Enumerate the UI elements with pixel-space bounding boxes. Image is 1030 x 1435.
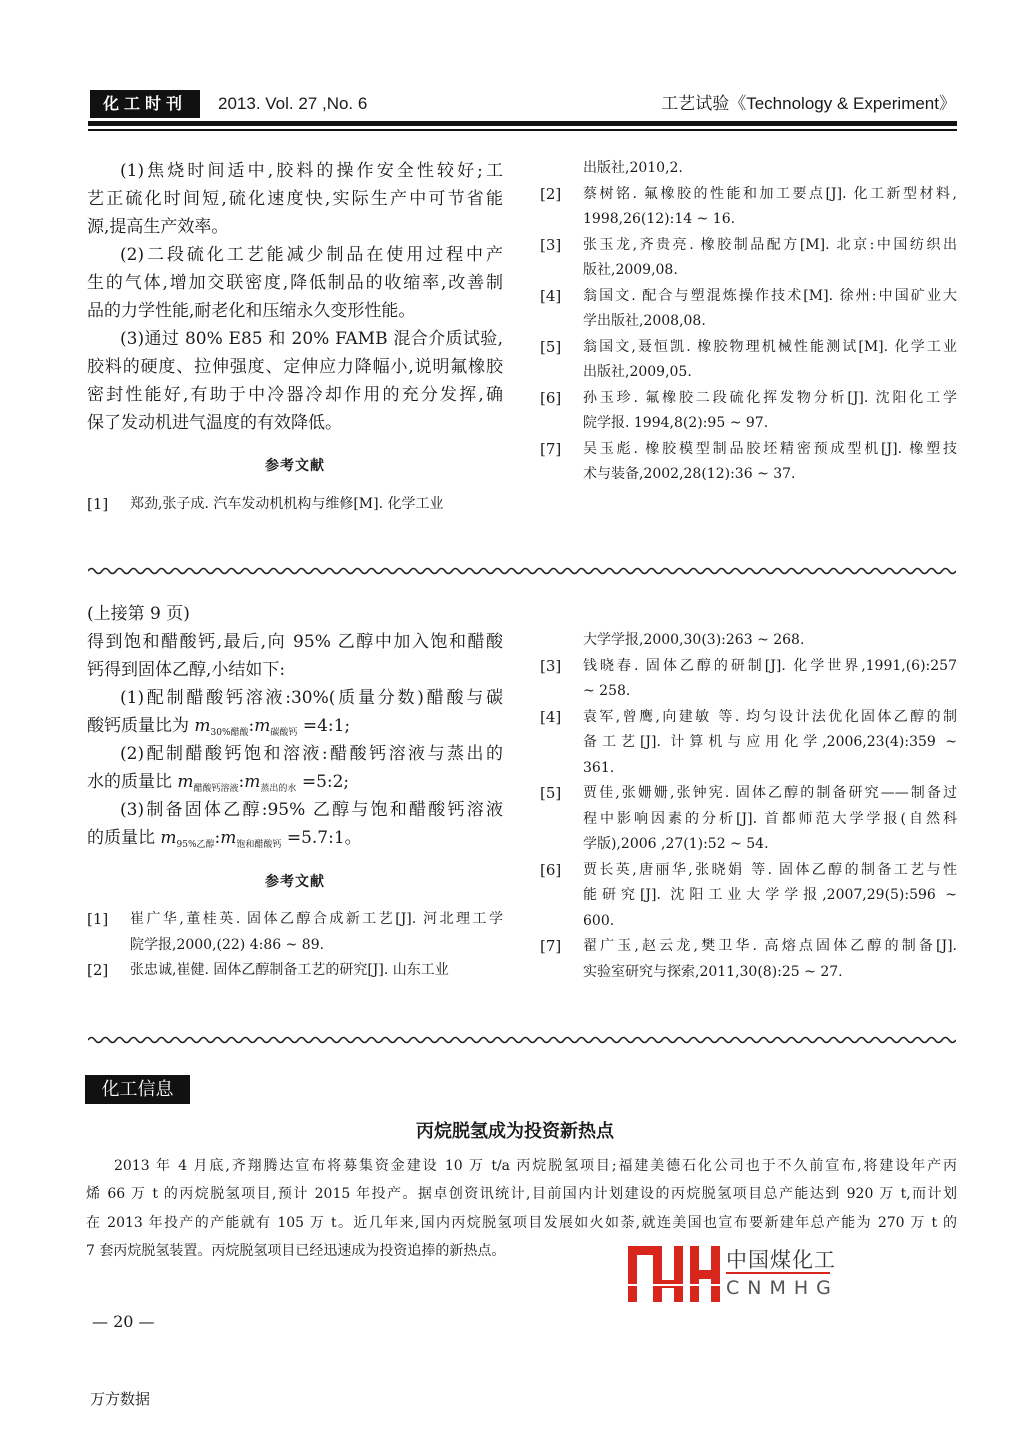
- formula-symbol: m: [160, 828, 177, 848]
- reference-text: [583, 858, 957, 935]
- reference-text: [583, 781, 957, 858]
- text-line: 胶料的硬度、拉伸强度、定伸应力降幅小,说明氟橡胶: [87, 357, 503, 377]
- reference-item: [540, 858, 957, 935]
- reference-line: 张忠诚,崔健. 固体乙醇制备工艺的研究[J]. 山东工业: [130, 962, 449, 978]
- news-title: 丙烷脱氢成为投资新热点: [416, 1121, 614, 1142]
- reference-text: [583, 705, 957, 782]
- formula-subscript: 30%醋酸: [210, 728, 249, 738]
- text: 酸钙质量比为: [87, 716, 195, 736]
- article2-references-right: [540, 628, 957, 985]
- mh-logo-mark: [628, 1244, 720, 1304]
- reference-line: 备工艺[J]. 计算机与应用化学,2006,23(4):359 ~: [583, 734, 957, 750]
- text-line: (3)通过 80% E85 和 20% FAMB 混合介质试验,: [120, 329, 503, 349]
- reference-number: [4]: [540, 286, 562, 305]
- reference-text: [130, 907, 503, 958]
- news-section-tag: 化工信息: [85, 1075, 190, 1104]
- reference-text: [583, 437, 957, 488]
- text-line: 保了发动机进气温度的有效降低。: [87, 413, 342, 433]
- reference-item: [87, 958, 503, 984]
- reference-number: [1]: [87, 495, 109, 513]
- text-line: 艺正硫化时间短,硫化速度快,实际生产中可节省能: [87, 189, 503, 209]
- text-line: (1)焦烧时间适中,胶料的操作安全性较好;工: [120, 161, 503, 181]
- text: 的质量比: [87, 828, 161, 848]
- reference-text: [130, 492, 503, 518]
- reference-line: 翁国文,聂恒凯. 橡胶物理机械性能测试[M]. 化学工业: [583, 338, 957, 355]
- text-line: 密封性能好,有助于中冷器冷却作用的充分发挥,确: [87, 385, 503, 405]
- reference-item: [87, 492, 503, 518]
- reference-line: 能研究[J]. 沈阳工业大学学报,2007,29(5):596 ~: [583, 887, 957, 903]
- reference-line: 院学报,2000,(22) 4:86 ~ 89.: [130, 936, 325, 953]
- formula-ratio: =4:1;: [297, 716, 351, 736]
- article2-references-left: [87, 907, 503, 984]
- text-line: 源,提高生产效率。: [87, 217, 229, 237]
- reference-line: 贾佳,张姗姗,张钟宪. 固体乙醇的制备研究——制备过: [583, 785, 957, 801]
- text-line: (2)配制醋酸钙饱和溶液:醋酸钙溶液与蒸出的: [120, 744, 503, 764]
- text-line: 品的力学性能,耐老化和压缩永久变形性能。: [87, 301, 416, 321]
- reference-line: 贾长英,唐丽华,张晓娟 等. 固体乙醇的制备工艺与性: [583, 861, 957, 878]
- reference-line: 袁军,曾鹰,向建敏 等. 均匀设计法优化固体乙醇的制: [583, 708, 957, 725]
- page-number: — 20 —: [92, 1312, 155, 1331]
- logo-chinese-text: 中国煤化工: [726, 1248, 836, 1272]
- article1-references-right: [540, 156, 957, 488]
- reference-item: [540, 705, 957, 782]
- reference-item: [540, 934, 957, 985]
- wave-line: [88, 1038, 956, 1043]
- reference-line: 郑劲,张子成. 汽车发动机机构与维修[M]. 化学工业: [130, 496, 444, 512]
- reference-number: [4]: [540, 707, 562, 726]
- reference-text: [583, 654, 957, 705]
- header-rule-thin: [88, 129, 957, 131]
- references-heading: 参考文献: [265, 458, 325, 474]
- reference-line: 翟广玉,赵云龙,樊卫华. 高熔点固体乙醇的制备[J].: [583, 938, 957, 954]
- cnmhg-logo: [628, 1244, 838, 1306]
- reference-number: [6]: [540, 860, 562, 879]
- references-heading: 参考文献: [265, 874, 325, 890]
- reference-number: [5]: [540, 337, 562, 356]
- formula-ratio: =5:2;: [296, 772, 350, 792]
- formula-symbol: m: [177, 772, 194, 792]
- formula-line: [87, 824, 503, 852]
- logo-english-text: CNMHG: [726, 1277, 839, 1299]
- reference-line: 翁国文. 配合与塑混炼操作技术[M]. 徐州:中国矿业大: [583, 287, 957, 304]
- reference-number: [3]: [540, 235, 562, 254]
- logo-underline: [726, 1272, 830, 1274]
- reference-item: [540, 654, 957, 705]
- reference-line: 出版社,2009,05.: [583, 364, 692, 380]
- continued-note: (上接第 9 页): [87, 604, 190, 624]
- reference-item: [540, 386, 957, 437]
- reference-text: [583, 284, 957, 335]
- text: 水的质量比: [87, 772, 178, 792]
- reference-line: 实验室研究与探索,2011,30(8):25 ~ 27.: [583, 963, 843, 980]
- formula-symbol: m: [254, 716, 271, 736]
- reference-number: [7]: [540, 937, 562, 955]
- formula-colon: :: [248, 716, 255, 736]
- text-line: 得到饱和醋酸钙,最后,向 95% 乙醇中加入饱和醋酸: [87, 632, 503, 652]
- reference-text: [583, 628, 957, 654]
- formula-symbol: m: [194, 716, 211, 736]
- reference-text: [583, 934, 957, 985]
- volume-info: 2013. Vol. 27 ,No. 6: [218, 94, 368, 113]
- formula-line: [87, 712, 503, 740]
- reference-text: [583, 182, 957, 233]
- text-line: (3)制备固体乙醇:95% 乙醇与饱和醋酸钙溶液: [120, 800, 503, 820]
- reference-line: 学版),2006 ,27(1):52 ~ 54.: [583, 836, 769, 852]
- section-title: 工艺试验《Technology & Experiment》: [661, 94, 956, 113]
- reference-text: [130, 958, 503, 984]
- text-line: 钙得到固体乙醇,小结如下:: [87, 660, 286, 680]
- reference-item: [540, 156, 957, 182]
- reference-line: 钱晓春. 固体乙醇的研制[J]. 化学世界,1991,(6):257: [583, 657, 957, 674]
- formula-subscript: 醋酸钙溶液: [193, 784, 239, 794]
- article1-conclusions: [87, 157, 503, 437]
- reference-number: [1]: [87, 910, 109, 928]
- formula-colon: :: [238, 772, 245, 792]
- formula-line: [87, 768, 503, 796]
- reference-line: 崔广华,董桂英. 固体乙醇合成新工艺[J]. 河北理工学: [130, 911, 503, 927]
- reference-number: [3]: [540, 656, 562, 675]
- reference-item: [540, 437, 957, 488]
- formula-subscript: 蒸出的水: [260, 784, 297, 794]
- reference-line: 孙玉珍. 氟橡胶二段硫化挥发物分析[J]. 沈阳化工学: [583, 389, 957, 406]
- text-line: 烯 66 万 t 的丙烷脱氢项目,预计 2015 年投产。据卓创资讯统计,目前国内计划建设的丙烷脱氢项目总产能达到 920 万 t,而计划: [86, 1186, 957, 1203]
- reference-item: [540, 781, 957, 858]
- text-line: 在 2013 年投产的产能就有 105 万 t。近几年来,国内丙烷脱氢项目发展如火如荼,就连美国也宣布要新建年总产能为 270 万 t 的: [86, 1214, 957, 1231]
- reference-text: [583, 156, 957, 182]
- formula-symbol: m: [244, 772, 261, 792]
- reference-line: 程中影响因素的分析[J]. 首都师范大学学报(自然科: [583, 810, 957, 827]
- reference-number: [5]: [540, 784, 562, 802]
- text-line: (1)配制醋酸钙溶液:30%(质量分数)醋酸与碳: [120, 688, 503, 708]
- reference-number: [7]: [540, 439, 562, 458]
- reference-line: 蔡树铭. 氟橡胶的性能和加工要点[J]. 化工新型材料,: [583, 185, 957, 202]
- article2-body: [87, 600, 503, 852]
- reference-number: [2]: [87, 961, 109, 979]
- article1-references-left: [87, 492, 503, 518]
- reference-text: [583, 386, 957, 437]
- reference-line: 吴玉彪. 橡胶模型制品胶坯精密预成型机[J]. 橡塑技: [583, 440, 957, 457]
- reference-item: [87, 907, 503, 958]
- text-line: 2013 年 4 月底,齐翔腾达宣布将募集资金建设 10 万 t/a 丙烷脱氢项目;福建美德石化公司也于不久前宣布,将建设年产丙: [114, 1158, 957, 1174]
- formula-subscript: 饱和醋酸钙: [236, 840, 282, 850]
- formula-ratio: =5.7:1。: [281, 828, 362, 848]
- formula-colon: :: [214, 828, 221, 848]
- reference-line: 大学学报,2000,30(3):263 ~ 268.: [583, 632, 805, 648]
- reference-text: [583, 335, 957, 386]
- reference-item: [540, 182, 957, 233]
- reference-number: [2]: [540, 184, 562, 203]
- reference-item: [540, 335, 957, 386]
- reference-line: ~ 258.: [583, 683, 631, 699]
- journal-name-badge: 化工时刊: [90, 90, 200, 118]
- wave-line: [88, 569, 956, 574]
- formula-subscript: 95%乙醇: [176, 840, 215, 850]
- watermark-text: 万方数据: [90, 1390, 151, 1408]
- reference-item: [540, 284, 957, 335]
- reference-line: 张玉龙,齐贵亮. 橡胶制品配方[M]. 北京:中国纺织出: [583, 236, 957, 253]
- wavy-divider: [88, 565, 956, 577]
- reference-line: 361.: [583, 759, 615, 776]
- reference-line: 出版社,2010,2.: [583, 160, 683, 176]
- header-rule-thick: [88, 121, 957, 126]
- reference-text: [583, 233, 957, 284]
- reference-line: 术与装备,2002,28(12):36 ~ 37.: [583, 466, 796, 482]
- reference-line: 600.: [583, 912, 615, 929]
- text-line: 生的气体,增加交联密度,降低制品的收缩率,改善制: [87, 273, 503, 293]
- reference-line: 学出版社,2008,08.: [583, 313, 706, 329]
- reference-line: 院学报. 1994,8(2):95 ~ 97.: [583, 415, 769, 431]
- formula-symbol: m: [220, 828, 237, 848]
- formula-subscript: 碳酸钙: [270, 728, 298, 738]
- wavy-divider: [88, 1034, 956, 1046]
- text-line: 7 套丙烷脱氢装置。丙烷脱氢项目已经迅速成为投资追捧的新热点。: [86, 1242, 506, 1259]
- reference-number: [6]: [540, 388, 562, 407]
- reference-line: 1998,26(12):14 ~ 16.: [583, 211, 736, 227]
- text-line: (2)二段硫化工艺能减少制品在使用过程中产: [120, 245, 503, 265]
- reference-item: [540, 233, 957, 284]
- reference-item: [540, 628, 957, 654]
- reference-line: 版社,2009,08.: [583, 262, 678, 278]
